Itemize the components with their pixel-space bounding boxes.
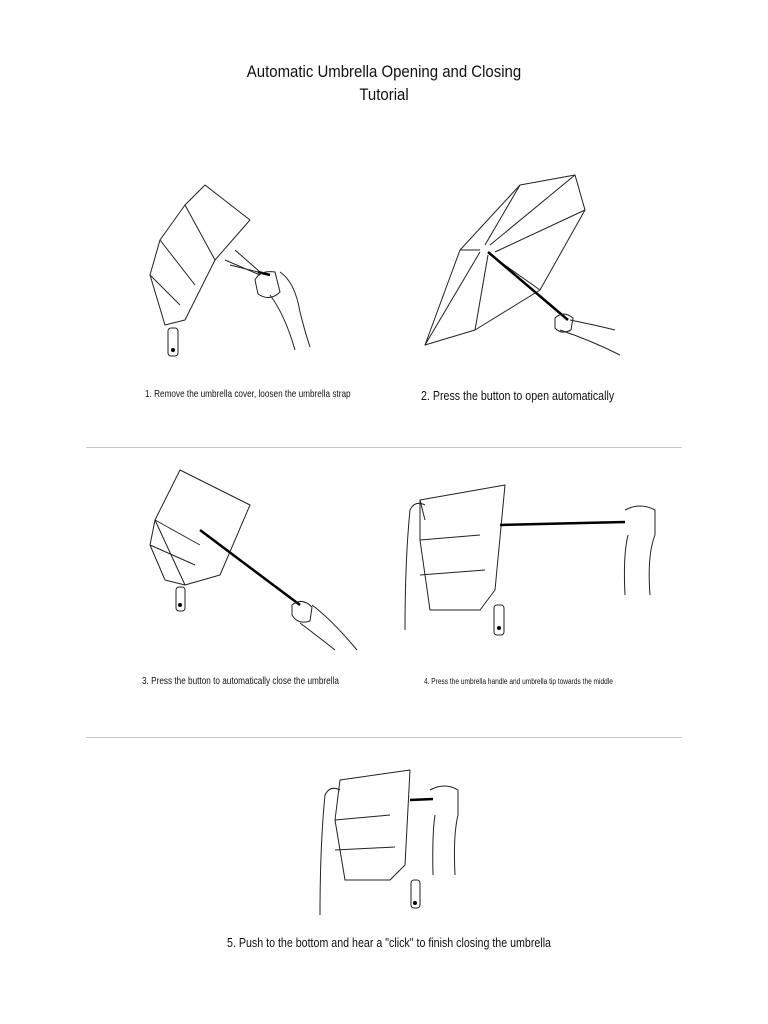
step-5-caption: 5. Push to the bottom and hear a "click" to finish closing the umbrella <box>227 935 552 950</box>
step-2-illustration <box>420 170 640 365</box>
page-title <box>46 60 722 106</box>
title-line-2: Tutorial <box>359 85 409 104</box>
step-1-caption: 1. Remove the umbrella cover, loosen the umbrella strap <box>145 389 351 400</box>
divider <box>86 447 682 448</box>
title-line-1: Automatic Umbrella Opening and Closing <box>246 62 522 81</box>
step-5-illustration <box>315 765 475 925</box>
step-3-caption: 3. Press the button to automatically close the umbrella <box>142 676 339 687</box>
step-4-caption: 4. Press the umbrella handle and umbrella tip towards the middle <box>424 677 613 686</box>
step-3-illustration <box>140 465 370 655</box>
step-4-illustration <box>400 480 670 650</box>
step-2-caption: 2. Press the button to open automatically <box>421 388 615 403</box>
step-1-illustration <box>140 180 320 365</box>
divider <box>86 737 682 738</box>
